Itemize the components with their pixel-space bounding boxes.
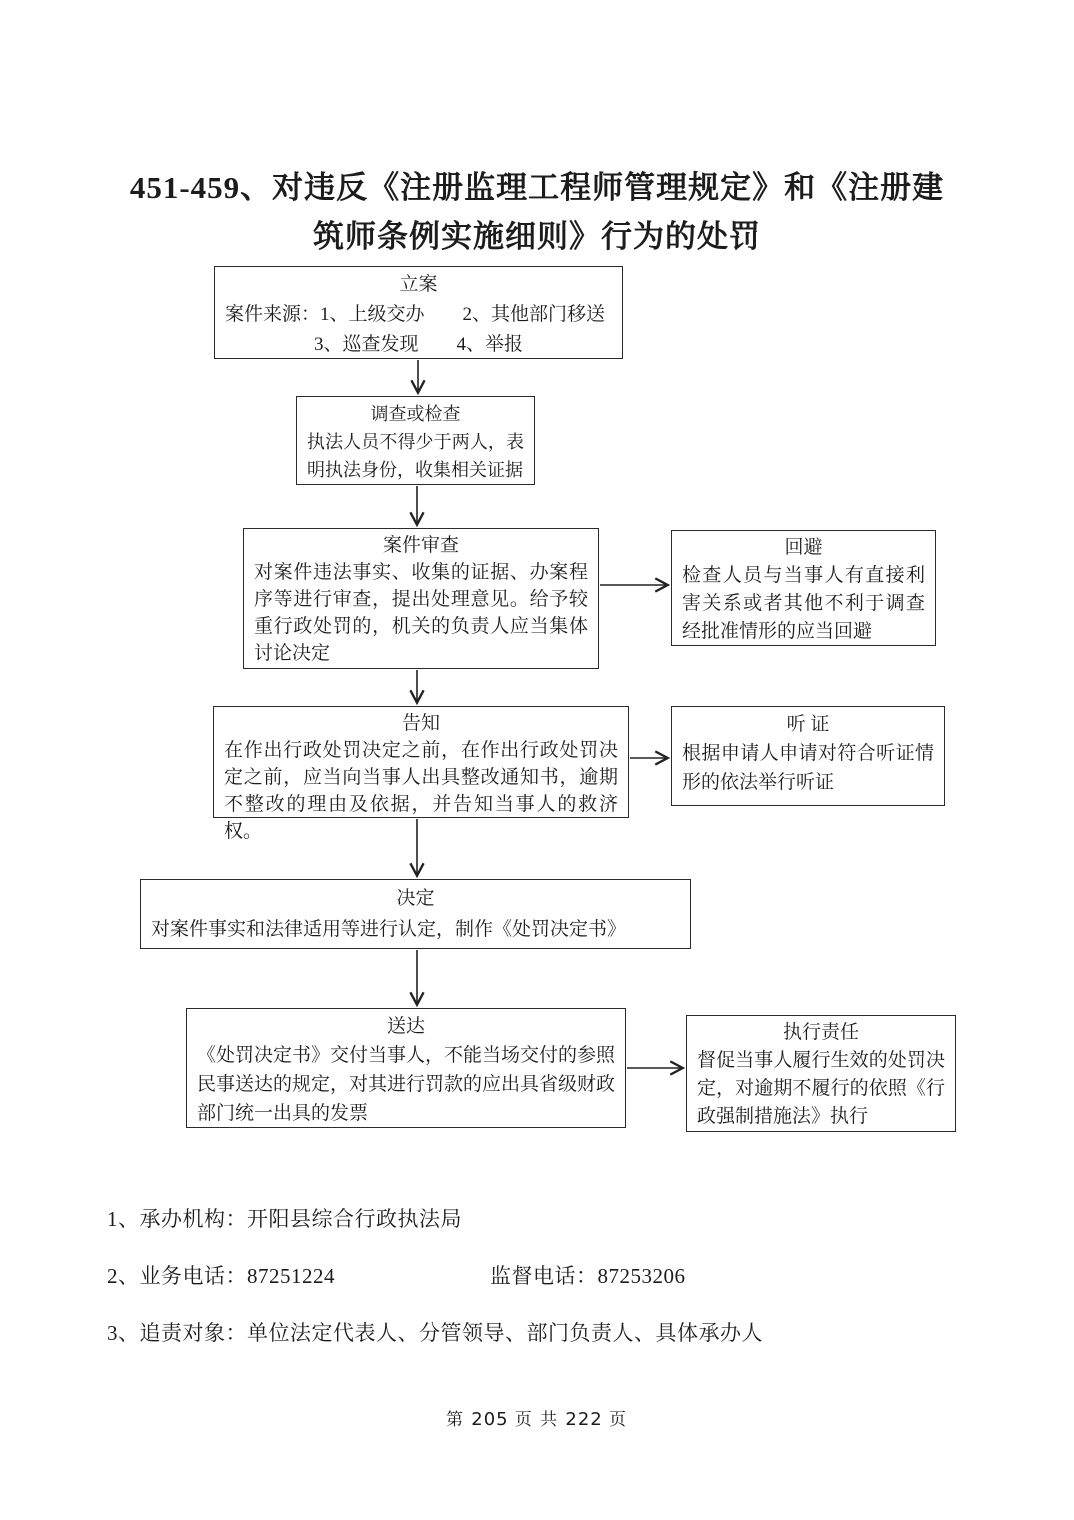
note-supervision-phone: 监督电话：87253206	[490, 1264, 686, 1288]
flow-box-recusal	[671, 530, 936, 646]
flow-box-filing-title: 立案	[399, 274, 438, 295]
footer-page-number: 205	[471, 1409, 509, 1430]
flow-box-notification-title: 告知	[401, 713, 440, 734]
note-phones	[107, 1261, 1014, 1291]
page-title	[0, 163, 1074, 261]
footer-prefix: 第	[446, 1410, 466, 1429]
flow-box-hearing-body: 根据申请人申请对符合听证情形的依法举行听证	[682, 743, 934, 793]
flow-box-recusal-title: 回避	[784, 537, 823, 558]
flow-box-decision-title: 决定	[396, 888, 435, 909]
flow-box-notification-body: 在作出行政处罚决定之前，在作出行政处罚决定之前，应当向当事人出具整改通知书，逾期不整改的理由及依据，并告知当事人的救济权。	[224, 740, 618, 842]
flow-box-case-review-body: 对案件违法事实、收集的证据、办案程序等进行审查，提出处理意见。给予较重行政处罚的，机关的负责人应当集体讨论决定	[254, 562, 588, 664]
note-business-phone: 2、业务电话：87251224	[107, 1264, 335, 1288]
footer-suffix: 页	[608, 1410, 628, 1429]
note-handling-agency: 1、承办机构：开阳县综合行政执法局	[107, 1207, 462, 1231]
flow-box-investigation-body: 执法人员不得少于两人，表明执法身份，收集相关证据	[307, 432, 524, 480]
flow-box-investigation	[296, 396, 535, 485]
page-title-line1: 451-459、对违反《注册监理工程师管理规定》和《注册建	[129, 170, 945, 205]
page-footer	[0, 1405, 1074, 1430]
flow-box-delivery	[186, 1008, 626, 1128]
flow-box-filing-line1: 案件来源：1、上级交办 2、其他部门移送	[225, 304, 606, 325]
flow-box-enforcement-body: 督促当事人履行生效的处罚决定，对逾期不履行的依照《行政强制措施法》执行	[697, 1050, 945, 1127]
flow-box-hearing-title: 听 证	[786, 714, 830, 735]
flow-box-filing-line2: 3、巡查发现 4、举报	[313, 334, 523, 355]
footer-mid2: 共	[540, 1410, 560, 1429]
flow-box-decision	[140, 879, 691, 949]
flow-box-enforcement	[686, 1015, 956, 1132]
note-accountability-targets: 3、追责对象：单位法定代表人、分管领导、部门负责人、具体承办人	[107, 1321, 763, 1345]
flow-box-delivery-body: 《处罚决定书》交付当事人，不能当场交付的参照民事送达的规定，对其进行罚款的应出具省级财政部门统一出具的发票	[197, 1045, 616, 1124]
flow-box-case-review	[243, 528, 599, 669]
footer-mid1: 页	[514, 1410, 534, 1429]
flow-box-investigation-title: 调查或检查	[370, 404, 461, 424]
page-title-line2: 筑师条例实施细则》行为的处罚	[313, 219, 761, 254]
flow-box-hearing	[671, 706, 945, 806]
footer-total-pages: 222	[565, 1409, 603, 1430]
flow-box-enforcement-title: 执行责任	[782, 1022, 859, 1043]
flow-box-delivery-title: 送达	[386, 1016, 425, 1037]
flow-box-decision-body: 对案件事实和法律适用等进行认定，制作《处罚决定书》	[151, 919, 627, 940]
flow-box-notification	[213, 706, 629, 842]
flow-box-filing	[214, 266, 623, 359]
flow-box-case-review-title: 案件审查	[382, 535, 459, 556]
flow-box-recusal-body: 检查人员与当事人有直接利害关系或者其他不利于调查经批准情形的应当回避	[682, 565, 925, 642]
